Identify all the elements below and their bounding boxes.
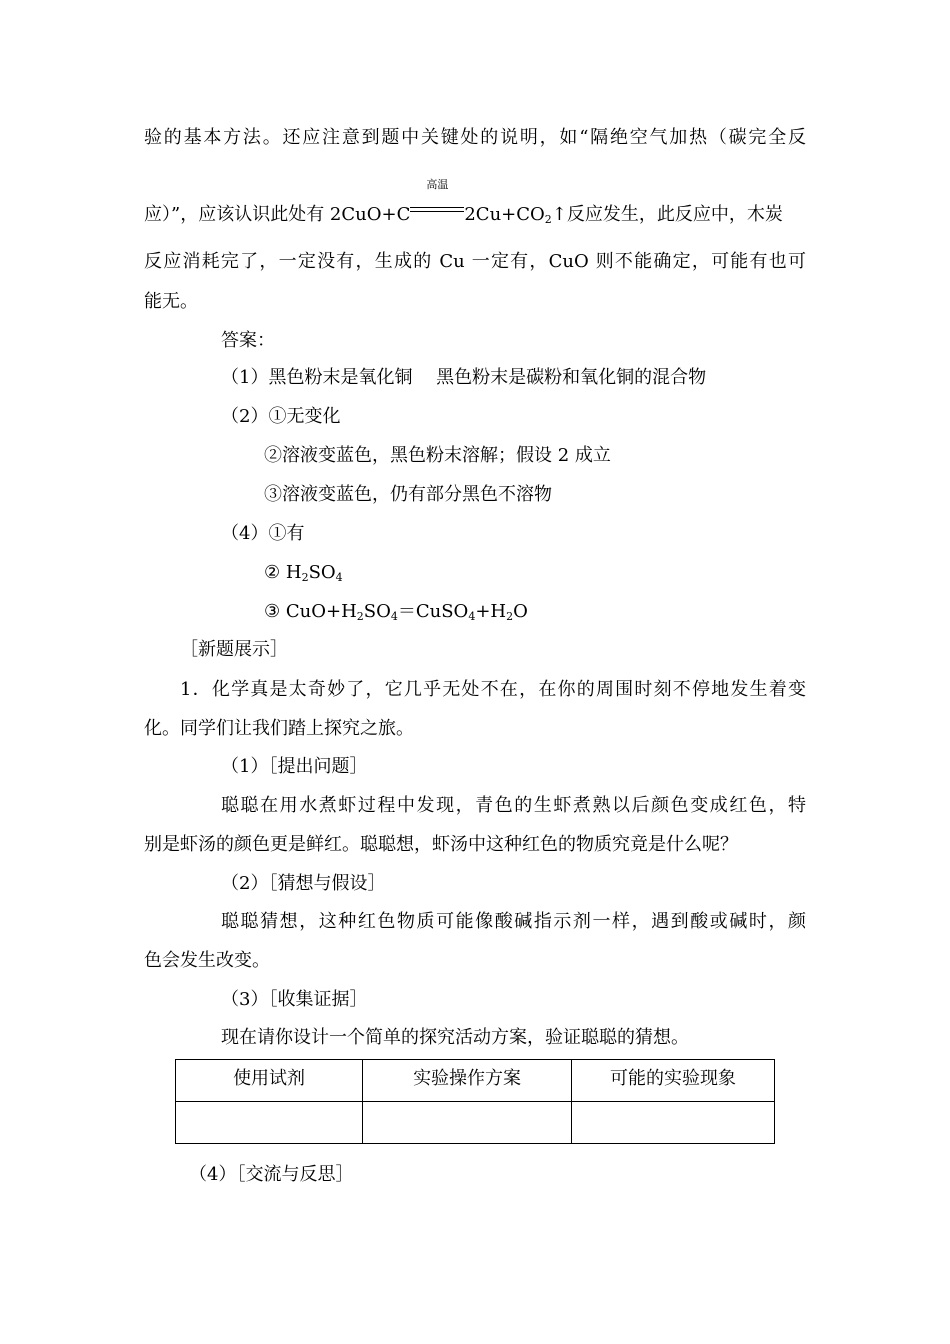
equation-left: 应）”，应该认识此处有 2CuO+C	[144, 204, 411, 225]
section-2-line-2: 色会发生改变。	[144, 950, 270, 971]
answer-q4-b: ② $H_2SO_4$	[264, 562, 343, 584]
answer-q4-c: ③ $CuO+H_2SO_4=CuSO_4+H_2O$	[264, 601, 528, 623]
analysis-line-4: 能无。	[144, 291, 198, 312]
answer-label: 答案：	[221, 330, 275, 351]
equation-right: 2Cu+CO	[464, 204, 545, 225]
equation-subscript: 2	[544, 213, 552, 226]
answer-q1: （1）黑色粉末是氧化铜 黑色粉末是碳粉和氧化铜的混合物	[221, 367, 707, 388]
section-3-title: （3）［收集证据］	[221, 989, 368, 1010]
table-header-cell: 实验操作方案	[363, 1060, 572, 1102]
section-3-line-1: 现在请你设计一个简单的探究活动方案，验证聪聪的猜想。	[221, 1027, 689, 1048]
section-2-line-1: 聪聪猜想，这种红色物质可能像酸碱指示剂一样，遇到酸或碱时，颜	[221, 911, 806, 932]
question-1-line-1: 1．化学真是太奇妙了，它几乎无处不在，在你的周围时刻不停地发生着变	[180, 679, 806, 700]
answer-q2: （2）①无变化	[221, 406, 341, 427]
equation-tail: ↑反应发生，此反应中，木炭	[551, 204, 783, 225]
reaction-condition: 高温	[426, 178, 449, 191]
answer-q4: （4）①有	[221, 523, 305, 544]
experiment-table	[175, 1059, 775, 1144]
table-cell[interactable]	[363, 1102, 572, 1144]
analysis-line-1: 验的基本方法。还应注意到题中关键处的说明，如“隔绝空气加热（碳完全反	[144, 127, 806, 148]
answer-q2-c: ③溶液变蓝色，仍有部分黑色不溶物	[264, 484, 552, 505]
table-row	[176, 1102, 775, 1144]
reaction-arrow	[410, 178, 464, 225]
section-1-line-1: 聪聪在用水煮虾过程中发现，青色的生虾煮熟以后颜色变成红色，特	[221, 795, 806, 816]
analysis-line-3: 反应消耗完了，一定没有，生成的 Cu 一定有，CuO 则不能确定，可能有也可	[144, 251, 806, 272]
section-2-title: （2）［猜想与假设］	[221, 873, 386, 894]
section-1-line-2: 别是虾汤的颜色更是鲜红。聪聪想，虾汤中这种红色的物质究竟是什么呢？	[144, 834, 738, 855]
table-cell[interactable]	[572, 1102, 775, 1144]
table-header-row	[176, 1060, 775, 1102]
answer-q2-b: ②溶液变蓝色，黑色粉末溶解；假设 2 成立	[264, 445, 611, 466]
question-1-line-2: 化。同学们让我们踏上探究之旅。	[144, 718, 414, 739]
section-4-title: （4）［交流与反思］	[189, 1164, 354, 1185]
table-header-cell: 使用试剂	[176, 1060, 363, 1102]
table-header-cell: 可能的实验现象	[572, 1060, 775, 1102]
table-cell[interactable]	[176, 1102, 363, 1144]
analysis-line-2	[144, 178, 806, 227]
new-topic-heading: ［新题展示］	[180, 639, 288, 660]
section-1-title: （1）［提出问题］	[221, 756, 368, 777]
